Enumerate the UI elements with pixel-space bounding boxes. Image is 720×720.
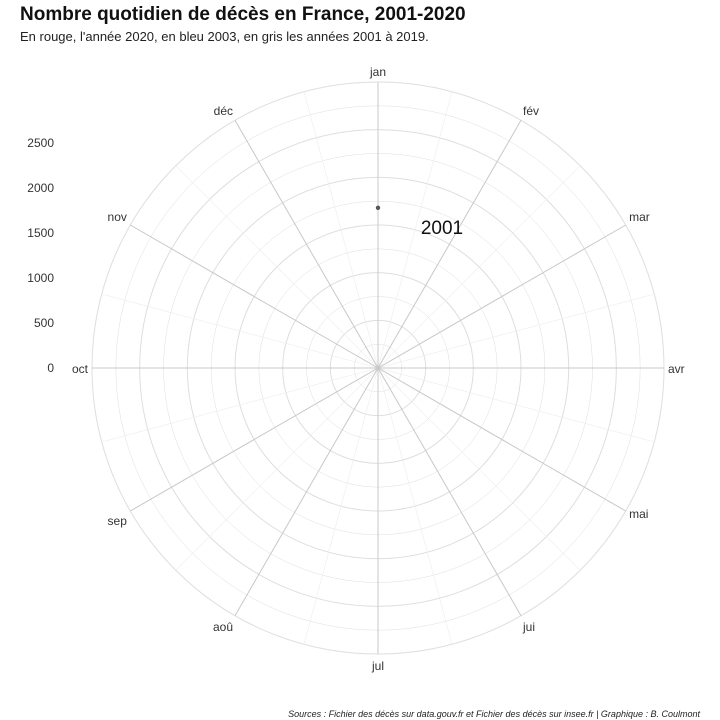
radial-tick-label: 0 xyxy=(47,361,54,375)
month-label: avr xyxy=(668,362,685,376)
month-label: sep xyxy=(107,514,127,528)
month-spoke xyxy=(130,368,378,511)
month-spoke xyxy=(235,368,378,616)
month-label: aoû xyxy=(212,620,233,635)
month-label: fév xyxy=(523,103,540,118)
month-label: jul xyxy=(371,659,385,673)
minor-spoke xyxy=(378,368,580,570)
month-spoke xyxy=(378,120,521,368)
chart-title: Nombre quotidien de décès en France, 2001-2020 xyxy=(20,4,466,25)
month-label: mar xyxy=(629,210,650,224)
minor-spoke xyxy=(176,166,378,368)
minor-spoke xyxy=(102,368,378,442)
minor-spoke xyxy=(176,368,378,570)
minor-spoke xyxy=(378,368,654,442)
month-label: jan xyxy=(369,65,387,79)
month-spoke xyxy=(378,368,626,511)
month-label: jui xyxy=(523,620,536,635)
year-label: 2001 xyxy=(420,218,464,239)
spoke-layer xyxy=(92,82,664,654)
month-label: oct xyxy=(71,362,88,376)
minor-spoke xyxy=(304,368,378,644)
month-spoke xyxy=(235,120,378,368)
minor-spoke xyxy=(378,294,654,368)
data-point xyxy=(376,206,380,210)
radial-tick-label: 1000 xyxy=(27,271,54,285)
chart-caption: Sources : Fichier des décès sur data.gouv.fr et Fichier des décès sur insee.fr | Graphique : B. Coulmont xyxy=(288,709,700,719)
minor-spoke xyxy=(304,92,378,368)
month-spoke xyxy=(130,225,378,368)
minor-spoke xyxy=(102,294,378,368)
point-layer xyxy=(376,206,380,210)
month-label: déc xyxy=(213,103,233,118)
month-label: nov xyxy=(107,210,127,224)
radial-tick-label: 1500 xyxy=(27,226,54,240)
minor-spoke xyxy=(378,166,580,368)
minor-spoke xyxy=(378,368,452,644)
chart-subtitle: En rouge, l'année 2020, en bleu 2003, en gris les années 2001 à 2019. xyxy=(20,29,429,44)
month-label: mai xyxy=(629,507,649,521)
radial-tick-label: 500 xyxy=(33,316,54,330)
label-layer xyxy=(27,65,684,673)
radial-tick-label: 2500 xyxy=(27,136,54,150)
radial-tick-label: 2000 xyxy=(27,181,54,195)
month-spoke xyxy=(378,225,626,368)
month-spoke xyxy=(378,368,521,616)
